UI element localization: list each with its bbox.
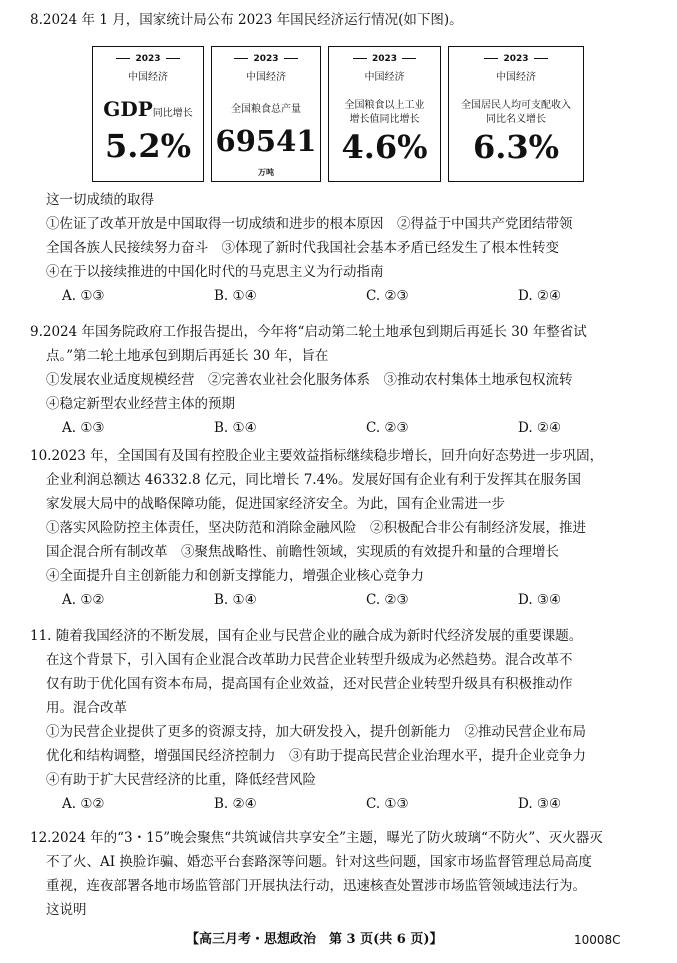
stat-card-industry — [328, 46, 441, 182]
q11-line: 优化和结构调整，增强国民经济控制力 ③有助于提高民营企业治理水平，提升企业竞争力 — [46, 748, 586, 764]
card-unit: 万吨 — [258, 168, 274, 177]
card-header: 中国经济 — [128, 72, 168, 83]
card-label-suffix: 同比增长 — [152, 108, 193, 119]
option-b[interactable]: B. ①④ — [214, 592, 257, 608]
stat-card-grain — [211, 46, 321, 182]
option-d[interactable]: D. ②④ — [518, 288, 562, 304]
question-9 — [30, 320, 650, 440]
q10-options — [30, 588, 650, 612]
q11-line: 用。混合改革 — [46, 700, 127, 716]
q12-line: 这说明 — [46, 902, 87, 918]
card-label-line2: 同比名义增长 — [486, 114, 546, 125]
stat-card-income — [448, 46, 584, 182]
q9-line: ④稳定新型农业经营主体的预期 — [46, 396, 235, 412]
q9-line: 点。”第二轮土地承包到期后再延长 30 年，旨在 — [46, 348, 329, 364]
card-value: 4.6% — [341, 128, 428, 166]
card-year: 2023 — [329, 53, 440, 65]
question-12 — [30, 826, 650, 922]
q8-options — [30, 284, 650, 308]
option-a[interactable]: A. ①② — [62, 796, 105, 812]
card-label: GDP — [103, 97, 153, 121]
card-label-line1: 全国粮食以上工业 — [344, 100, 425, 111]
q9-line: 9.2024 年国务院政府工作报告提出，今年将“启动第二轮土地承包到期后再延长 30 年整省试 — [30, 324, 587, 340]
question-11 — [30, 624, 650, 816]
card-label-line1: 全国居民人均可支配收入 — [461, 100, 571, 111]
card-header: 中国经济 — [364, 72, 405, 83]
q11-line: 11. 随着我国经济的不断发展，国有企业与民营企业的融合成为新时代经济发展的重要课题。 — [30, 628, 583, 644]
q9-options — [30, 416, 650, 440]
q10-line: 国企混合所有制改革 ③聚焦战略性、前瞻性领域，实现质的有效提升和量的合理增长 — [46, 544, 559, 560]
option-c[interactable]: C. ②③ — [366, 288, 409, 304]
q10-line: ①落实风险防控主体责任，坚决防范和消除金融风险 ②积极配合非公有制经济发展，推进 — [46, 520, 586, 536]
question-8 — [30, 8, 650, 32]
card-header: 中国经济 — [496, 72, 536, 83]
option-d[interactable]: D. ③④ — [518, 796, 562, 812]
q12-line: 重视，连夜部署各地市场监管部门开展执法行动，迅速核查处置涉市场监管领域违法行为。 — [46, 878, 586, 894]
q8-choice-line: 全国各族人民接续努力奋斗 ③体现了新时代我国社会基本矛盾已经发生了根本性转变 — [46, 240, 559, 256]
card-value: 6.3% — [472, 128, 560, 166]
q12-line: 12.2024 年的“3・15”晚会聚焦“共筑诚信共享安全”主题，曝光了防火玻璃“不防火”、灭火器灭 — [30, 830, 603, 846]
option-c[interactable]: C. ②③ — [366, 592, 409, 608]
card-year: 2023 — [449, 53, 583, 65]
q11-line: ④有助于扩大民营经济的比重，降低经营风险 — [46, 772, 316, 788]
q11-line: 在这个背景下，引入国有企业混合改革助力民营企业转型升级成为必然趋势。混合改革不 — [46, 652, 573, 668]
q11-options — [30, 792, 650, 816]
stat-card-gdp — [92, 46, 204, 182]
q11-line: ①为民营企业提供了更多的资源支持，加大研发投入，提升创新能力 ②推动民营企业布局 — [46, 724, 586, 740]
q10-line: 10.2023 年，全国国有及国有控股企业主要效益指标继续稳步增长，回升向好态势进一步巩固， — [30, 448, 604, 464]
page-footer — [0, 928, 677, 952]
q12-line: 不了火、AI 换脸诈骗、婚恋平台套路深等问题。针对这些问题，国家市场监督管理总局高度 — [46, 854, 592, 870]
card-year: 2023 — [93, 53, 203, 65]
card-value: 5.2% — [104, 127, 192, 165]
footer-code: 10008C — [574, 933, 621, 947]
question-8-body — [30, 188, 650, 308]
option-a[interactable]: A. ①③ — [62, 288, 105, 304]
option-a[interactable]: A. ①② — [62, 592, 105, 608]
option-b[interactable]: B. ①④ — [214, 420, 257, 436]
q8-choice-line: ①佐证了改革开放是中国取得一切成绩和进步的根本原因 ②得益于中国共产党团结带领 — [46, 216, 573, 232]
card-label-line2: 增长值同比增长 — [349, 114, 420, 125]
q8-stem: 8.2024 年 1 月，国家统计局公布 2023 年国民经济运行情况(如下图)。 — [30, 12, 463, 28]
option-a[interactable]: A. ①③ — [62, 420, 105, 436]
card-label: 全国粮食总产量 — [231, 104, 301, 115]
option-b[interactable]: B. ②④ — [214, 796, 257, 812]
q10-line: 家发展大局中的战略保障功能，促进国家经济安全。为此，国有企业需进一步 — [46, 496, 505, 512]
option-c[interactable]: C. ①③ — [366, 796, 409, 812]
q9-line: ①发展农业适度规模经营 ②完善农业社会化服务体系 ③推动农村集体土地承包权流转 — [46, 372, 573, 388]
card-year: 2023 — [212, 53, 320, 65]
card-value: 69541 — [215, 124, 317, 158]
q8-lead: 这一切成绩的取得 — [46, 192, 154, 208]
card-header: 中国经济 — [246, 72, 286, 83]
footer-title: 【高三月考・思想政治 第 3 页(共 6 页)】 — [186, 932, 443, 947]
q8-figure — [92, 46, 632, 186]
q8-choice-line: ④在于以接续推进的中国化时代的马克思主义为行动指南 — [46, 264, 384, 280]
q10-line: 企业利润总额达 46332.8 亿元，同比增长 7.4%。发展好国有企业有利于发挥其在服务国 — [46, 472, 581, 488]
option-b[interactable]: B. ①④ — [214, 288, 257, 304]
q10-line: ④全面提升自主创新能力和创新支撑能力，增强企业核心竞争力 — [46, 568, 424, 584]
option-d[interactable]: D. ③④ — [518, 592, 562, 608]
option-d[interactable]: D. ②④ — [518, 420, 562, 436]
question-10 — [30, 444, 650, 612]
option-c[interactable]: C. ②③ — [366, 420, 409, 436]
q11-line: 仅有助于优化国有资本布局，提高国有企业效益，还对民营企业转型升级具有积极推动作 — [46, 676, 573, 692]
